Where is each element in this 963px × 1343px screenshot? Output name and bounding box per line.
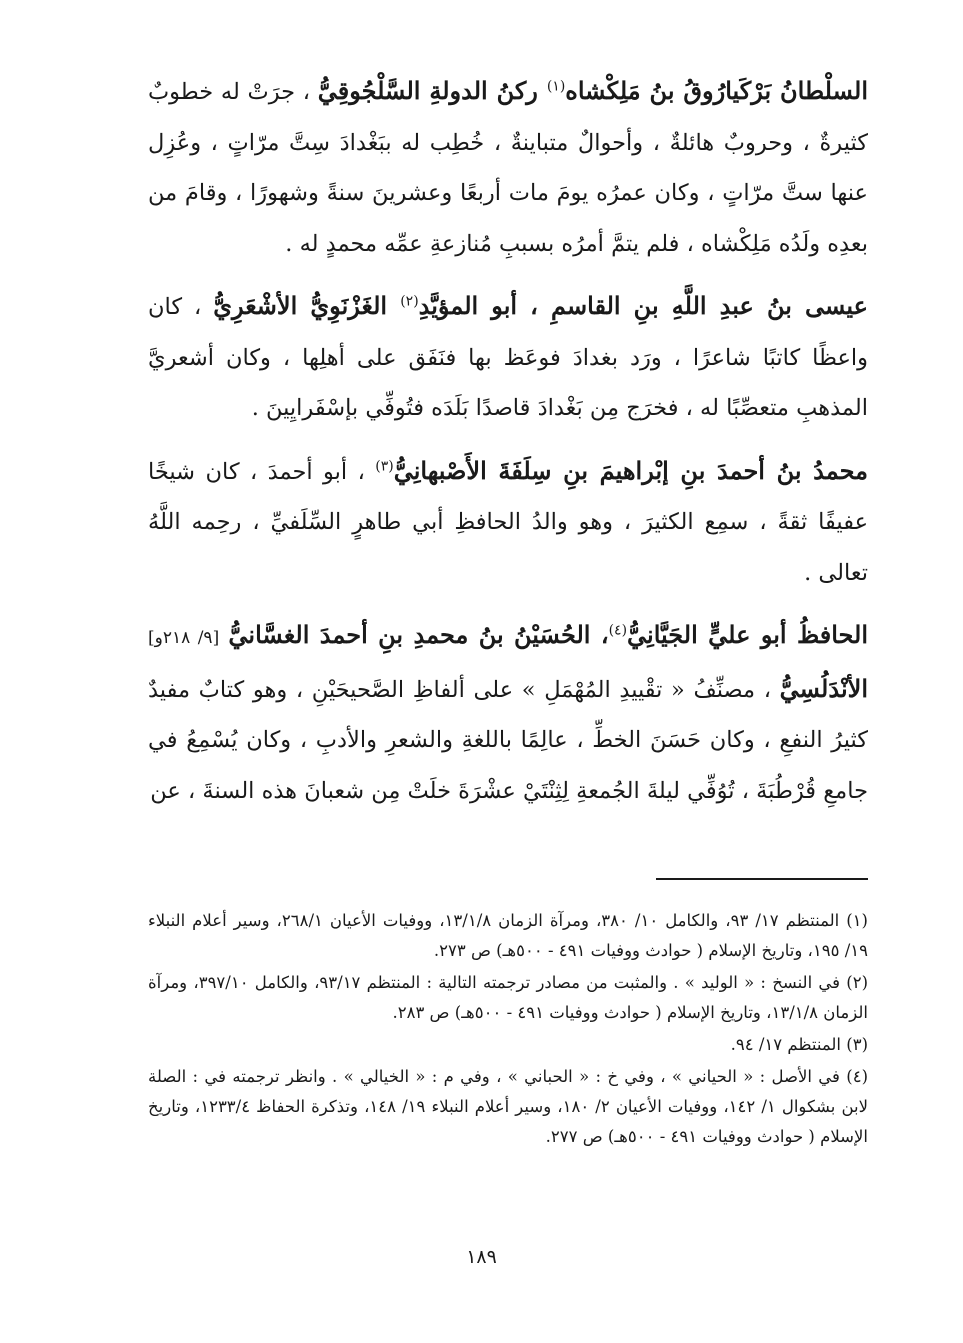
entry-barkiyaruq — [148, 66, 868, 269]
entry-text: ، أبو أحمدَ ، كان شيخًا عفيفًا ثقةً ، سمِع الكثيرَ ، وهو والدُ الحافظِ أبي طاهرٍ السِّلَفيِّ ، رحِمه اللَّهُ تعالى . — [148, 458, 868, 586]
entry-text: ، كان واعظًا كاتبًا شاعرًا ، ورَد بغدادَ فوعَظ بها فنَفَق على أهلِها ، وكان أشعريَّ المذهبِ متعصِّبًا له ، فخرَج مِن بَغْدادَ قاصدًا بَلَدَه فتُوفِّي بإسْفَرايِينَ . — [148, 294, 868, 421]
entry-muhammad — [148, 446, 868, 599]
footnote-4: (٤) في الأصل : « الحياني » ، وفي خ : « الحباني » ، وفي م : « الخيالي » . وانظر ترجمته في : الصلة لابن بشكوال ١/ ١٤٢، ووفيات الأعيان ٢/ ١٨٠، وسير أعلام النبلاء ١٩/ ١٤٨، وتذكرة الحفاظ ١٢٣٣/٤، وتاريخ الإسلام ( حوادث ووفيات ٤٩١ - ٥٠٠هـ) ص ٢٧٧. — [148, 1067, 869, 1146]
entry-text: ، مصنِّفُ « تقْييدِ المُهْمَلِ » على ألفاظِ الصَّحيحَيْنِ ، وهو كتابٌ مفيدٌ كثيرُ النفعِ ، وكان حَسَنَ الخطِّ ، عالِمًا باللغةِ والشعرِ والأدبِ ، وكان يُسْمِعُ في جامعِ قُرْطُبَةَ ، تُوُفِّي ليلةَ الجُمعةِ لِثِنْتَيْ عشْرَةَ خلَتْ مِن شعبانَ هذه السنةَ ، عن — [148, 676, 868, 804]
entry-name: عيسى بنُ عبدِ اللَّهِ بنِ القاسمِ ، أبو المؤيَّدِ — [418, 291, 868, 320]
entry-name: محمدُ بنُ أحمدَ بنِ إبْراهيمَ بنِ سِلَفَةَ الأَصْبهانِيُّ — [393, 455, 868, 485]
footnote-2: (٢) في النسخ : « الوليد » . والمثبت من مصادر ترجمته التالية : المنتظم ٩٣/١٧، والكامل ٣٩٧/١٠، ومرآة الزمان ١٣/١/٨، وتاريخ الإسلام ( حوادث ووفيات ٤٩١ - ٥٠٠هـ) ص ٢٨٣. — [148, 973, 868, 1022]
page-number: ١٨٩ — [466, 1246, 497, 1268]
entry-nisba: الأنْدَلُسِيُّ — [779, 673, 868, 703]
entry-title: ، الحُسَيْنُ بنُ محمدِ بنِ أحمدَ الغسَّانيُّ — [228, 620, 609, 649]
footnotes — [148, 906, 868, 1154]
main-text — [148, 66, 868, 828]
entry-isa — [148, 281, 868, 434]
entry-title: الغَزْنَوِيُّ الأشْعَرِيُّ — [213, 291, 401, 320]
entry-title: ركنُ الدولةِ السَّلْجُوقِيُّ — [317, 76, 547, 105]
footnote-ref[interactable]: (١) — [546, 78, 566, 95]
entry-jayyani — [148, 610, 868, 816]
entry-text: ، جرَتْ له خطوبٌ كثيرةٌ ، وحروبٌ هائلةٌ ، وأحوالٌ متباينةٌ ، خُطِب له ببَغْدادَ سِتَّ مرّاتٍ ، وعُزِل عنها ستَّ مرّاتٍ ، وكان عمرُه يومَ مات أربعًا وعشرينَ سنةً وشهورًا ، وقامَ من بعدِه ولَدُه مَلِكْشاه ، فلم يتمَّ أمرُه بسببِ مُنازعةِ عمِّه محمدٍ له . — [148, 79, 868, 257]
footnote-ref[interactable]: (٤) — [608, 622, 628, 639]
footnote-1: (١) المنتظم ١٧/ ٩٣، والكامل ١٠/ ٣٨٠، ومرآة الزمان ١٣/١/٨، ووفيات الأعيان ٢٦٨/١، وسير أعلام النبلاء ١٩/ ١٩٥، وتاريخ الإسلام ( حوادث ووفيات ٤٩١ - ٥٠٠هـ) ص ٢٧٣. — [148, 911, 868, 960]
footnote-3: (٣) المنتظم ١٧/ ٩٤. — [730, 1035, 868, 1054]
footnote-ref[interactable]: (٢) — [400, 293, 419, 310]
footnote-separator — [656, 878, 868, 880]
entry-name: السلْطانُ بَرْكَيارُوقُ بنُ مَلِكْشاه — [565, 76, 868, 105]
footnote-ref[interactable]: (٣) — [375, 458, 394, 474]
manuscript-page-ref: [٩/ ٢١٨و] — [148, 628, 220, 648]
entry-name: الحافظُ أبو عليٍّ الجَيَّانِيُّ — [627, 620, 868, 649]
